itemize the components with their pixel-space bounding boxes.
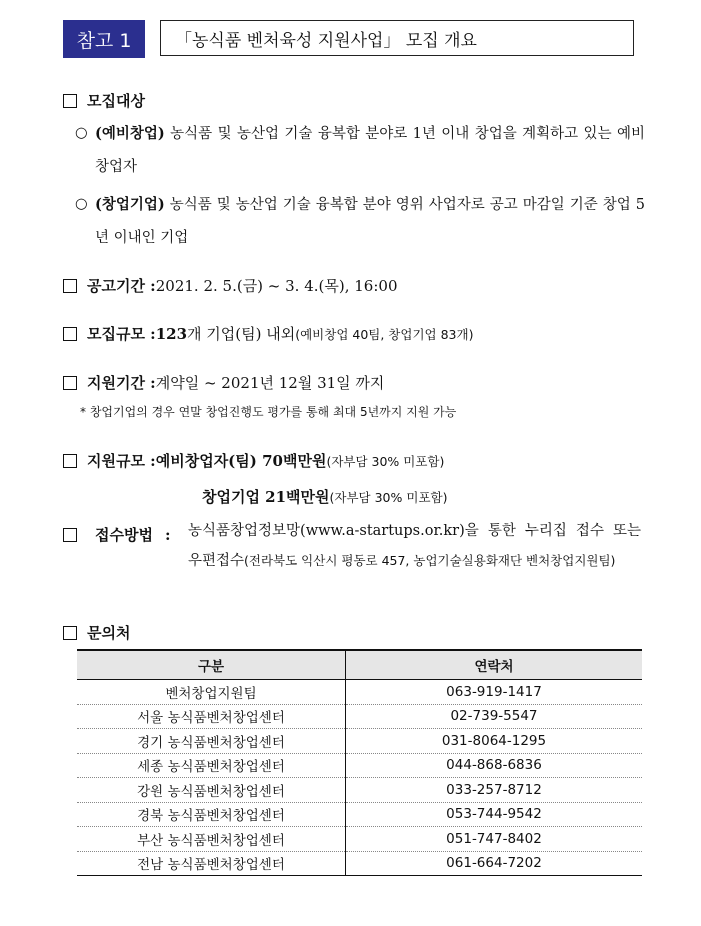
table-row [77, 827, 642, 852]
checkbox-square-icon [63, 279, 77, 293]
apply-description [188, 516, 641, 576]
support-scale-pre-startup-note: (자부담 30% 미포함) [326, 453, 445, 469]
phone-cell: 02-739-5547 [346, 704, 643, 729]
table-row [77, 729, 642, 754]
document-title: 「농식품 벤처육성 지원사업」 모집 개요 [160, 20, 634, 56]
division-cell: 세종 농식품벤처창업센터 [77, 753, 346, 778]
checkbox-square-icon [63, 327, 77, 341]
support-period-note: * 창업기업의 경우 연말 창업진행도 평가를 통해 최대 5년까지 지원 가능 [80, 405, 457, 419]
section-support-scale [63, 450, 444, 471]
table-row [77, 851, 642, 876]
target-item-startup [75, 188, 645, 255]
phone-cell: 051-747-8402 [346, 827, 643, 852]
section-scale [63, 323, 473, 344]
division-cell: 경북 농식품벤처창업센터 [77, 802, 346, 827]
target-item-label: (창업기업) [95, 196, 165, 213]
target-item-pre-startup [75, 117, 645, 184]
division-cell: 서울 농식품벤처창업센터 [77, 704, 346, 729]
section-support-period [63, 372, 384, 393]
section-apply [63, 524, 171, 545]
section-apply-colon: : [164, 525, 171, 544]
circle-bullet-icon: ○ [75, 196, 88, 212]
section-target [63, 90, 145, 111]
section-scale-note: (예비창업 40팀, 창업기업 83개) [295, 326, 474, 342]
phone-cell: 033-257-8712 [346, 778, 643, 803]
division-cell: 부산 농식품벤처창업센터 [77, 827, 346, 852]
support-scale-startup-note: (자부담 30% 미포함) [329, 489, 448, 505]
checkbox-square-icon [63, 454, 77, 468]
section-scale-value: 개 기업(팀) 내외 [187, 325, 296, 343]
table-row [77, 753, 642, 778]
section-scale-label: 모집규모 : [87, 325, 156, 343]
division-cell: 강원 농식품벤처창업센터 [77, 778, 346, 803]
phone-cell: 031-8064-1295 [346, 729, 643, 754]
phone-cell: 061-664-7202 [346, 851, 643, 876]
apply-address-note: (전라북도 익산시 평동로 457, 농업기술실용화재단 벤처창업지원팀) [244, 553, 616, 568]
circle-bullet-icon: ○ [75, 125, 88, 141]
section-period-label: 공고기간 : [87, 277, 156, 295]
section-period-value: 2021. 2. 5.(금) ~ 3. 4.(목), 16:00 [155, 277, 398, 295]
division-cell: 전남 농식품벤처창업센터 [77, 851, 346, 876]
phone-cell: 063-919-1417 [346, 680, 643, 705]
contact-table [77, 649, 642, 876]
checkbox-square-icon [63, 376, 77, 390]
reference-tag: 참고 1 [63, 20, 145, 58]
section-support-period-value: 계약일 ~ 2021년 12월 31일 까지 [155, 374, 385, 392]
table-row [77, 680, 642, 705]
checkbox-square-icon [63, 528, 77, 542]
target-item-text: 농식품 및 농산업 기술 융복합 분야 영위 사업자로 공고 마감일 기준 창업 5년 이내인 기업 [95, 197, 645, 246]
table-row [77, 778, 642, 803]
section-contact [63, 622, 130, 643]
section-apply-label: 접수방법 [95, 526, 153, 544]
target-item-text: 농식품 및 농산업 기술 융복합 분야로 1년 이내 창업을 계획하고 있는 예비창업자 [95, 126, 645, 175]
checkbox-square-icon [63, 626, 77, 640]
column-header-division: 구분 [77, 650, 346, 680]
phone-cell: 044-868-6836 [346, 753, 643, 778]
support-scale-line2 [202, 486, 447, 507]
table-row [77, 802, 642, 827]
target-item-label: (예비창업) [95, 125, 165, 142]
section-scale-number: 123 [155, 324, 188, 343]
division-cell: 경기 농식품벤처창업센터 [77, 729, 346, 754]
section-support-scale-label: 지원규모 : [87, 452, 156, 470]
section-contact-label: 문의처 [87, 624, 131, 642]
checkbox-square-icon [63, 94, 77, 108]
apply-method-text: 농식품창업정보망(www.a-startups.or.kr)을 통한 누리집 접수 또는 우편접수 [188, 523, 641, 569]
section-period [63, 275, 397, 296]
division-cell: 벤처창업지원팀 [77, 680, 346, 705]
phone-cell: 053-744-9542 [346, 802, 643, 827]
contact-table-header [77, 650, 642, 680]
support-scale-pre-startup: 예비창업자(팀) 70백만원 [155, 452, 327, 470]
section-support-period-label: 지원기간 : [87, 374, 156, 392]
table-row [77, 704, 642, 729]
section-target-label: 모집대상 [87, 92, 145, 110]
support-scale-startup: 창업기업 21백만원 [202, 488, 330, 506]
column-header-phone: 연락처 [346, 650, 643, 680]
